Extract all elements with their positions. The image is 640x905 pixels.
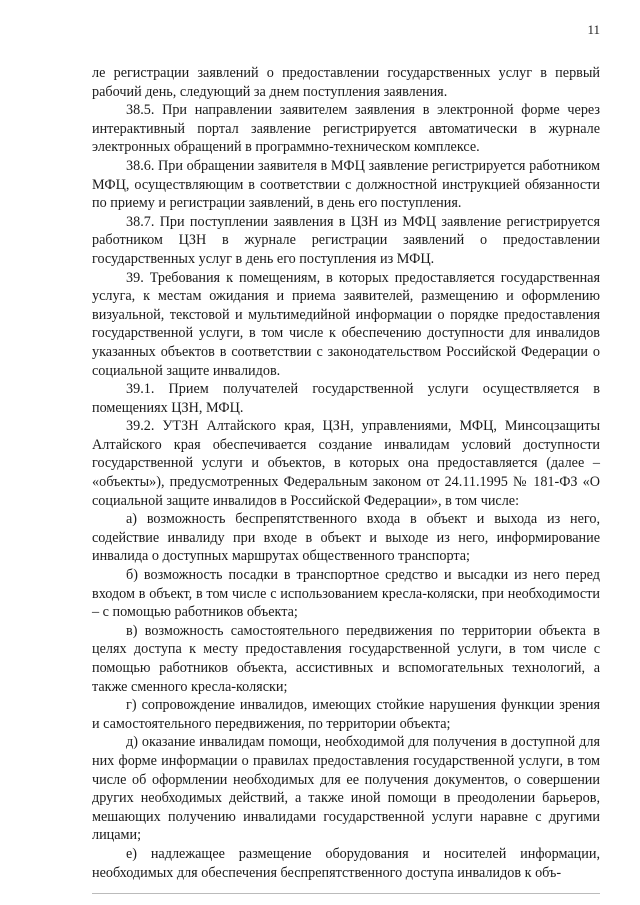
list-item-e: е) надлежащее размещение оборудования и носителей информации, необходимых для обеспечения беспрепятственного доступа инвалидов к объ- bbox=[92, 845, 600, 881]
paragraph-38-5: 38.5. При направлении заявителем заявления в электронной форме через интерактивный портал заявление регистрируется автоматически в журнале электронных обращений в программно-техническом комплексе. bbox=[92, 102, 600, 156]
body-text bbox=[92, 64, 600, 882]
paragraph-continuation: ле регистрации заявлений о предоставлении государственных услуг в первый рабочий день, следующий за днем поступления заявления. bbox=[92, 65, 600, 100]
paragraph-39: 39. Требования к помещениям, в которых предоставляется государственная услуга, к местам ожидания и приема заявителей, размещению и оформлению визуальной, текстовой и мультимедийной информации о порядке предоставления государственной услуги, в том числе к обеспечению доступности для инвалидов указанных объектов в соответствии с законодательством Российской Федерации о социальной защите инвалидов. bbox=[92, 269, 600, 379]
list-item-b: б) возможность посадки в транспортное средство и высадки из него перед входом в объект, в том числе с использованием кресла-коляски, при необходимости – с помощью работников объекта; bbox=[92, 567, 600, 621]
paragraph-39-1: 39.1. Прием получателей государственной услуги осуществляется в помещениях ЦЗН, МФЦ. bbox=[92, 381, 600, 416]
paragraph-38-7: 38.7. При поступлении заявления в ЦЗН из МФЦ заявление регистрируется работником ЦЗН в журнале регистрации заявлений о предоставлении государственных услуг в день его поступления из МФЦ. bbox=[92, 213, 600, 267]
page-bottom-edge bbox=[92, 893, 600, 894]
paragraph-39-2: 39.2. УТЗН Алтайского края, ЦЗН, управлениями, МФЦ, Минсоцзащиты Алтайского края обеспечивается создание инвалидам условий доступности государственной услуги и объектов, в которых она предоставляется (далее – «объекты»), предусмотренных Федеральным законом от 24.11.1995 № 181-ФЗ «О социальной защите инвалидов в Российской Федерации», в том числе: bbox=[92, 418, 600, 509]
list-item-a: а) возможность беспрепятственного входа в объект и выхода из него, содействие инвалиду при входе в объект и выходе из него, информирование инвалида о доступных маршрутах общественного транспорта; bbox=[92, 511, 600, 565]
list-item-v: в) возможность самостоятельного передвижения по территории объекта в целях доступа к месту предоставления государственной услуги, в том числе с помощью работников объекта, ассистивных и вспомогательных технологий, а также сменного кресла-коляски; bbox=[92, 622, 600, 695]
page-number: 11 bbox=[587, 22, 600, 37]
paragraph-38-6: 38.6. При обращении заявителя в МФЦ заявление регистрируется работником МФЦ, осуществляющим в соответствии с должностной инструкцией обязанности по приему и регистрации заявлений, в день его поступления. bbox=[92, 157, 600, 212]
list-item-g: г) сопровождение инвалидов, имеющих стойкие нарушения функции зрения и самостоятельного передвижения, по территории объекта; bbox=[92, 697, 600, 732]
list-item-d: д) оказание инвалидам помощи, необходимой для получения в доступной для них форме информации о правилах предоставления государственной услуги, в том числе об оформлении необходимых для ее получения документов, о совершении других необходимых действий, а также иной помощи в преодолении барьеров, мешающих получению инвалидами государственной услуги наравне с другими лицами; bbox=[92, 734, 600, 844]
